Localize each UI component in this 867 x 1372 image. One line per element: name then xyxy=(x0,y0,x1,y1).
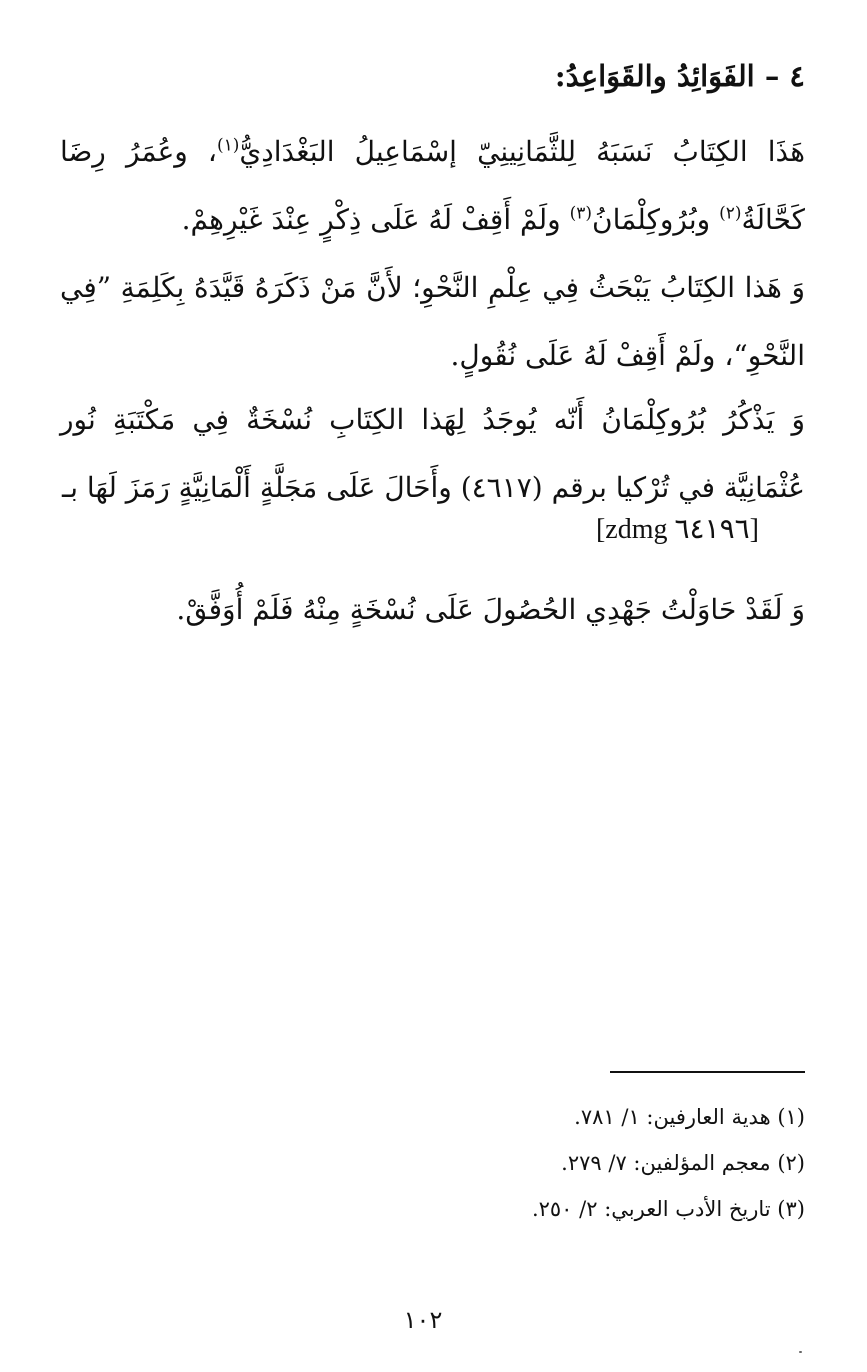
paragraph-text: ، وعُمَرُ رِضَا كَحَّالَةُ xyxy=(60,135,805,236)
footnote-ref-3[interactable]: (٣) xyxy=(569,203,593,224)
scan-speck xyxy=(799,1351,802,1353)
footnote-item: (١) هدية العارفين: ١/ ٧٨١. xyxy=(574,1105,805,1129)
paragraph-text: هَذَا الكِتَابُ نَسَبَهُ لِلثَّمَانِينِيّ إسْمَاعِيلُ البَغْدَادِيُّ xyxy=(239,135,805,168)
journal-reference: [zdmg ٦٤١٩٦] xyxy=(595,514,759,545)
footnote-item: (٣) تاريخ الأدب العربي: ٢/ ٢٥٠. xyxy=(531,1197,805,1221)
footnote-item: (٢) معجم المؤلفين: ٧/ ٢٧٩. xyxy=(561,1151,805,1175)
footnote-ref-1[interactable]: (١) xyxy=(216,135,240,156)
paragraph-text: ولَمْ أَقِفْ لَهُ عَلَى ذِكْرٍ عِنْدَ غَيْرِهِمْ. xyxy=(181,203,570,236)
footnote-divider xyxy=(610,1071,805,1073)
paragraph-text: وبُرُوكِلْمَانُ xyxy=(592,203,720,236)
paragraph-subject: وَ هَذا الكِتَابُ يَبْحَثُ فِي عِلْمِ النَّحْوِ؛ لأَنَّ مَنْ ذَكَرَهُ قَيَّدَهُ بِكَلِمَةِ ”فِي النَّحْوِ“، ولَمْ أَقِفْ لَهُ عَلَى نُقُولٍ. xyxy=(60,271,805,372)
footnotes xyxy=(205,1094,805,1232)
paragraph-manuscript: وَ يَذْكُرُ بُرُوكِلْمَانُ أَنّه يُوجَدُ لِهَذا الكِتَابِ نُسْخَةٌ فِي مَكْتَبَةِ نُور عُثْمَانِيَّة في تُرْكيا برقم (٤٦١٧) وأَحَالَ عَلَى مَجَلَّةٍ أَلْمَانِيَّةٍ رَمَزَ لَهَا بـ xyxy=(60,403,805,504)
paragraph-search: وَ لَقَدْ حَاوَلْتُ جَهْدِي الحُصُولَ عَلَى نُسْخَةٍ مِنْهُ فَلَمْ أُوَفَّقْ. xyxy=(176,593,805,626)
page-number: ١٠٢ xyxy=(403,1306,443,1334)
section-heading: ٤ – الفَوَائِدُ والقَوَاعِدُ: xyxy=(554,59,805,93)
paragraph-attribution xyxy=(60,118,805,254)
footnote-ref-2[interactable]: (٢) xyxy=(719,203,742,224)
